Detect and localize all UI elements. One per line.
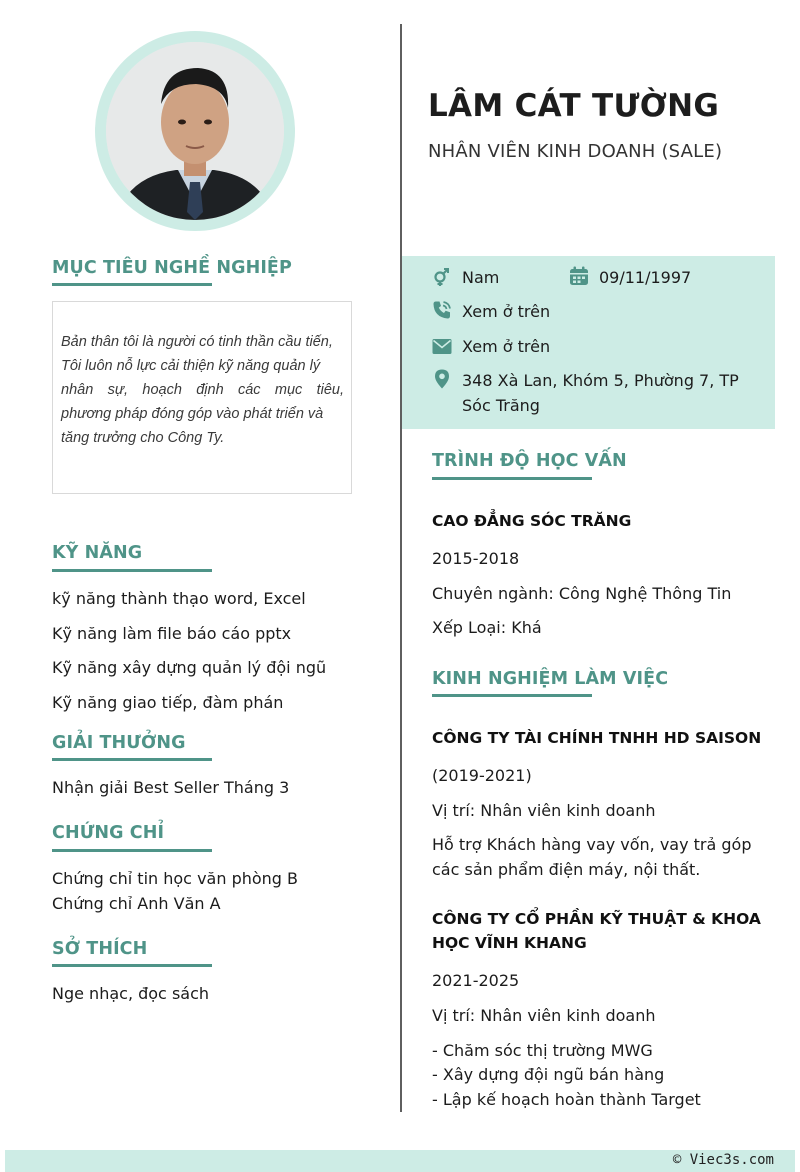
objective-text (61, 330, 344, 450)
job-company-line: CÔNG TY CỔ PHẦN KỸ THUẬT & KHOA (432, 910, 761, 928)
job-description-line: - Xây dựng đội ngũ bán hàng (432, 1065, 665, 1084)
objective-line: tăng trưởng cho Công Ty. (61, 430, 225, 446)
email-icon (432, 337, 452, 357)
candidate-name: LÂM CÁT TƯỜNG (428, 88, 720, 124)
awards-title-underline (52, 758, 212, 761)
calendar-icon (569, 266, 589, 286)
address-line-2: Sóc Trăng (462, 396, 540, 415)
job-description-line: - Lập kế hoạch hoàn thành Target (432, 1090, 701, 1109)
job-description-line: các sản phẩm điện máy, nội thất. (432, 860, 701, 879)
awards-title: GIẢI THƯỞNG (52, 733, 186, 753)
objective-line: phương pháp đóng góp vào phát triển và (61, 406, 324, 422)
skills-title-underline (52, 569, 212, 572)
objective-line: Tôi luôn nỗ lực cải thiện kỹ năng quản lý (61, 358, 321, 374)
award-item: Nhận giải Best Seller Tháng 3 (52, 778, 290, 797)
certificate-item: Chứng chỉ tin học văn phòng B (52, 869, 299, 888)
objective-title: MỤC TIÊU NGHỀ NGHIỆP (52, 258, 292, 278)
skills-title: KỸ NĂNG (52, 543, 143, 563)
objective-line: Bản thân tôi là người có tinh thần cầu tiến, (61, 334, 333, 350)
education-title-underline (432, 477, 592, 480)
skill-item: kỹ năng thành thạo word, Excel (52, 589, 306, 608)
education-title: TRÌNH ĐỘ HỌC VẤN (432, 451, 627, 471)
phone-icon (432, 300, 452, 320)
email-value: Xem ở trên (462, 337, 551, 356)
hobbies-title-underline (52, 964, 212, 967)
education-school: CAO ĐẲNG SÓC TRĂNG (432, 512, 632, 530)
candidate-job-title: NHÂN VIÊN KINH DOANH (SALE) (428, 141, 723, 162)
job-company: CÔNG TY TÀI CHÍNH TNHH HD SAISON (432, 729, 762, 747)
job-company-line: HỌC VĨNH KHANG (432, 934, 587, 952)
column-divider (400, 24, 402, 1112)
education-major: Chuyên ngành: Công Nghệ Thông Tin (432, 584, 732, 603)
education-grade: Xếp Loại: Khá (432, 618, 542, 637)
hobbies-title: SỞ THÍCH (52, 939, 148, 959)
education-years: 2015-2018 (432, 549, 520, 568)
skill-item: Kỹ năng làm file báo cáo pptx (52, 624, 292, 643)
job-position: Vị trí: Nhân viên kinh doanh (432, 1006, 656, 1025)
skill-item: Kỹ năng giao tiếp, đàm phán (52, 693, 284, 712)
dob-value: 09/11/1997 (599, 268, 692, 287)
certificate-item: Chứng chỉ Anh Văn A (52, 894, 221, 913)
objective-line: nhân sự, hoạch định các mục tiêu, (61, 382, 344, 398)
skill-item: Kỹ năng xây dựng quản lý đội ngũ (52, 658, 327, 677)
certificates-title-underline (52, 849, 212, 852)
phone-value: Xem ở trên (462, 302, 551, 321)
gender-icon (432, 267, 452, 287)
gender-value: Nam (462, 268, 500, 287)
footer-watermark: © Viec3s.com (672, 1152, 774, 1168)
address-line-1: 348 Xà Lan, Khóm 5, Phường 7, TP (462, 371, 739, 390)
job-period: (2019-2021) (432, 766, 532, 785)
location-pin-icon (432, 369, 452, 389)
experience-title: KINH NGHIỆM LÀM VIỆC (432, 669, 669, 689)
job-period: 2021-2025 (432, 971, 520, 990)
objective-title-underline (52, 283, 212, 286)
experience-title-underline (432, 694, 592, 697)
certificates-title: CHỨNG CHỈ (52, 823, 165, 843)
job-description-line: - Chăm sóc thị trường MWG (432, 1041, 653, 1060)
hobby-item: Nge nhạc, đọc sách (52, 984, 210, 1003)
avatar-photo (106, 42, 284, 220)
job-description-line: Hỗ trợ Khách hàng vay vốn, vay trả góp (432, 835, 752, 854)
job-position: Vị trí: Nhân viên kinh doanh (432, 801, 656, 820)
